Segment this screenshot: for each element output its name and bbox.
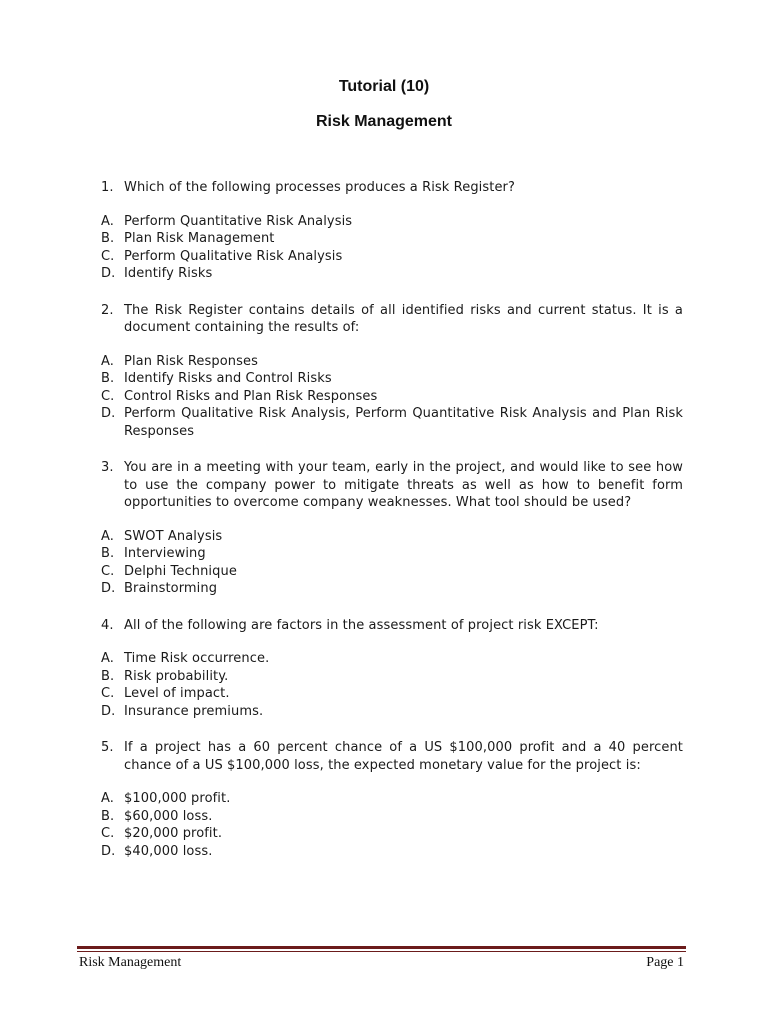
- option-letter: D.: [101, 266, 116, 281]
- option-text: Level of impact.: [124, 686, 230, 701]
- options-5: [101, 790, 683, 860]
- option-text: Identify Risks and Control Risks: [124, 371, 332, 386]
- option-item: [101, 843, 683, 861]
- option-letter: B.: [101, 371, 115, 386]
- option-text: Identify Risks: [124, 266, 213, 281]
- option-item: [101, 248, 683, 266]
- option-text: Insurance premiums.: [124, 703, 264, 719]
- option-letter: A.: [101, 528, 114, 544]
- option-letter: A.: [101, 353, 114, 369]
- option-item: [101, 790, 683, 808]
- option-item: [101, 685, 683, 703]
- options-3: [101, 528, 683, 598]
- option-letter: C.: [101, 563, 115, 579]
- footer-divider-thick: [77, 946, 686, 949]
- option-text: $100,000 profit.: [124, 791, 231, 806]
- question-4: [101, 617, 683, 635]
- question-text: All of the following are factors in the assessment of project risk EXCEPT:: [124, 617, 599, 633]
- option-letter: A.: [101, 213, 114, 229]
- option-letter: C.: [101, 686, 115, 701]
- option-letter: D.: [101, 581, 116, 596]
- option-item: [101, 213, 683, 231]
- option-item: [101, 650, 683, 668]
- option-item: [101, 230, 683, 248]
- question-1: [101, 179, 683, 197]
- option-text: Brainstorming: [124, 581, 218, 596]
- option-text: Time Risk occurrence.: [124, 651, 270, 666]
- option-item: [101, 388, 683, 406]
- question-number: 1.: [101, 180, 114, 195]
- option-letter: B.: [101, 668, 115, 684]
- question-text: The Risk Register contains details of all identified risks and current status. It is a document containing the results of:: [124, 302, 683, 335]
- question-3: [101, 459, 683, 512]
- option-item: [101, 563, 683, 581]
- question-text: You are in a meeting with your team, early in the project, and would like to see how to use the company power to mitigate threats as well as how to benefit form opportunities to overcome company weaknesses. What tool should be used?: [124, 460, 683, 510]
- page-title: Tutorial (10): [338, 78, 430, 95]
- question-text: Which of the following processes produces a Risk Register?: [124, 180, 515, 195]
- question-number: 5.: [101, 740, 114, 755]
- option-letter: B.: [101, 546, 115, 561]
- option-letter: D.: [101, 843, 116, 859]
- option-text: Perform Qualitative Risk Analysis: [124, 248, 343, 264]
- option-letter: C.: [101, 248, 115, 264]
- footer-divider-thin: [77, 951, 686, 952]
- option-letter: C.: [101, 388, 115, 404]
- page-subtitle: Risk Management: [315, 113, 453, 130]
- option-item: [101, 703, 683, 721]
- question-2: [101, 302, 683, 337]
- option-text: $40,000 loss.: [124, 843, 213, 859]
- option-letter: C.: [101, 826, 115, 841]
- option-letter: A.: [101, 791, 114, 806]
- option-item: [101, 580, 683, 598]
- option-item: [101, 405, 683, 440]
- option-text: Plan Risk Responses: [124, 353, 258, 369]
- option-item: [101, 668, 683, 686]
- option-letter: B.: [101, 808, 115, 824]
- option-item: [101, 265, 683, 283]
- question-number: 4.: [101, 617, 114, 633]
- option-text: SWOT Analysis: [124, 528, 223, 544]
- footer-title: Risk Management: [79, 955, 182, 970]
- option-text: Interviewing: [124, 546, 206, 561]
- question-number: 2.: [101, 302, 114, 318]
- option-text: Plan Risk Management: [124, 231, 275, 246]
- option-letter: D.: [101, 703, 116, 719]
- option-text: Control Risks and Plan Risk Responses: [124, 388, 378, 404]
- options-1: [101, 213, 683, 283]
- option-text: $60,000 loss.: [124, 808, 213, 824]
- option-item: [101, 825, 683, 843]
- option-text: Perform Qualitative Risk Analysis, Perform Quantitative Risk Analysis and Plan Risk Responses: [124, 406, 683, 439]
- option-item: [101, 808, 683, 826]
- option-item: [101, 353, 683, 371]
- option-text: Delphi Technique: [124, 563, 237, 579]
- page-number: Page 1: [646, 955, 684, 970]
- option-item: [101, 545, 683, 563]
- question-number: 3.: [101, 460, 114, 475]
- question-text: If a project has a 60 percent chance of a US $100,000 profit and a 40 percent chance of a US $100,000 loss, the expected monetary value for the project is:: [124, 740, 683, 773]
- options-4: [101, 650, 683, 720]
- option-item: [101, 370, 683, 388]
- question-list: [101, 179, 683, 860]
- options-2: [101, 353, 683, 441]
- option-text: $20,000 profit.: [124, 826, 223, 841]
- option-text: Risk probability.: [124, 668, 229, 684]
- option-letter: B.: [101, 231, 115, 246]
- option-letter: D.: [101, 406, 116, 421]
- option-letter: A.: [101, 651, 114, 666]
- question-5: [101, 739, 683, 774]
- option-item: [101, 528, 683, 546]
- option-text: Perform Quantitative Risk Analysis: [124, 213, 353, 229]
